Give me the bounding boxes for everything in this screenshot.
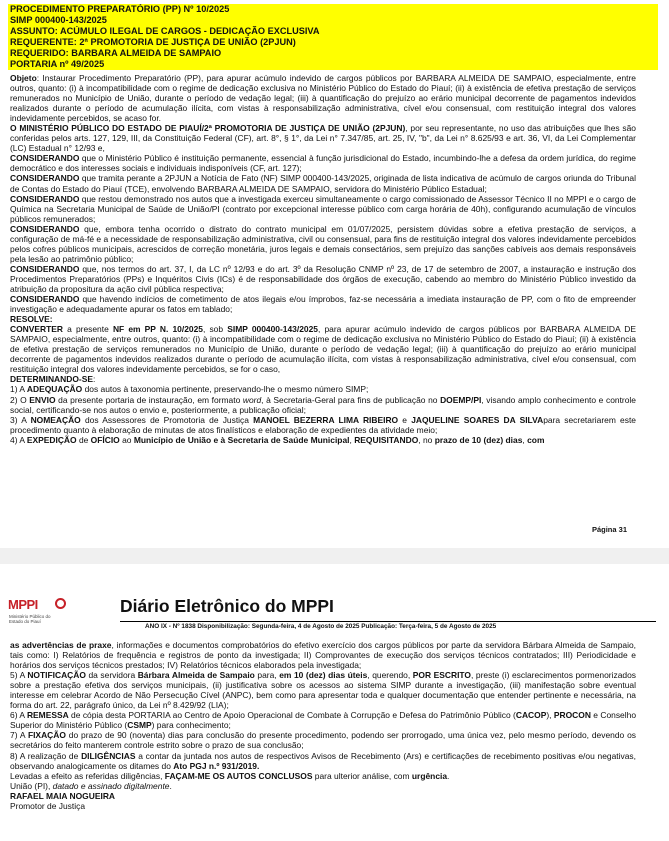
item-4: 4) A EXPEDIÇÃO de OFÍCIO ao Município de União e à Secretaria de Saúde Municipal, REQUISITANDO, no prazo de 10 (dez) dias, com [10,434,545,445]
converter-paragraph: CONVERTER a presente NF em PP N. 10/2025, sob SIMP 000400-143/2025, para apurar acúmulo indevido de cargos públicos por BARBARA ALMEIDA DE SAMPAIO, especialmente, entre outros, quanto: (i) à incompatibilidade com o regime de dedicação exclusiva no Ministério Público do Estado do Piauí; (ii) à existência de efetiva prestação de serviços remunerados no Município de União, durante o período de vedação legal; (iii) à quantificação do prejuízo ao erário municipal decorrente de pagamentos indevidos realizados durante o período de acumulação ilícita, com vistas à responsabilização administrativa, cível e/ou consensual, com restituição integral dos valores indevidamente percebidos, se for o caso, [10,324,637,375]
considerando-paragraph: CONSIDERANDO que, nos termos do art. 37, I, da LC nº 12/93 e do art. 3º da Resolução CNMP nº 23, de 17 de setembro de 2007, a instauração e instrução dos Procedimentos Preparatórios (PPs) e Inquéritos Civis (ICs) é de responsabilidade dos órgãos de execução, cabendo ao membro do Ministério Público investido da atribuição da propositura da ação civil pública respectiva; [10,263,636,294]
ordinance-line: PORTARIA nº 49/2025 [8,59,658,70]
continuation-paragraph: as advertências de praxe, informações e documentos comprobatórios do efetivo exercício dos cargos públicos por parte da servidora Bárbara Almeida de Sampaio, tais como: I) Relatórios de frequência e registros de ponto da investigada; II) Comprovantes de execução dos serviços técnicos contratados; III) Periodicidade e horários dos serviços técnicos prestados; IV) Relatórios técnicos elaborados pela investigada; [10,640,636,671]
logo-emblem-icon [55,598,66,609]
page-separator [0,548,669,564]
page-32-body [10,640,636,811]
signer-name: RAFAEL MAIA NOGUEIRA [10,790,116,801]
mppi-logo [8,597,70,627]
mp-paragraph: O MINISTÉRIO PÚBLICO DO ESTADO DE PIAUÍ/2ª PROMOTORIA DE JUSTIÇA DE UNIÃO (2PJUN), por seu representante, no uso das atribuições que lhes são conferidas pelos arts. 127, 129, III, da Constituição Federal (CF), art. 8°, § 1°, da Lei n° 7.347/85, art. 25, IV, "b", da Lei n° 8.625/93 e art. 36, VI, da Lei Complementar (LC) Estadual n° 12/93 e, [10,123,636,154]
diary-title: Diário Eletrônico do MPPI [120,596,334,616]
page-32 [0,564,669,841]
considerando-paragraph: CONSIDERANDO que, embora tenha ocorrido o distrato do contrato municipal em 01/07/2025, persistem dúvidas sobre a efetiva prestação de serviços, a configuração de má-fé e a necessidade de responsabilização administrativa, civil ou consensual, para fins de restituição integral dos valores indevidamente percebidos pelos cofres públicos municipais, acrescidos de correção monetária, juros legais e demais consectários, sem prejuízo das sanções cabíveis aos demais responsáveis pela lesão ao patrimônio público; [10,223,636,264]
resolve-heading: RESOLVE: [10,314,53,325]
item-5: 5) A NOTIFICAÇÃO da servidora Bárbara Almeida de Sampaio para, em 10 (dez) dias úteis, querendo, POR ESCRITO, preste (i) esclarecimentos pormenorizados sobre a prestação efetiva dos serviços municipais, (ii) justificativa sobre os acessos ao sistema SIMP durante a investigação, (iii) manifestação sobre eventual interesse em celebrar Acordo de Não Persecução Cível (ANPC), bem como para apresentar toda e qualquer documentação que entender pertinente e necessária, na forma do art. 22, parágrafo único, da Lei nº 8.429/92 (LIA); [10,670,636,711]
header-divider [120,621,656,622]
subject-line: ASSUNTO: ACÚMULO ILEGAL DE CARGOS - DEDICAÇÃO EXCLUSIVA [8,26,658,37]
item-8: 8) A realização de DILIGÊNCIAS a contar da juntada nos autos de respectivos Avisos de Recebimento (Ars) e certificações de recebimento positivas e/ou negativas, observando analogicamente os ditames do Ato PGJ n.º 931/2019. [10,750,636,771]
closing-paragraph: Levadas a efeito as referidas diligências, FAÇAM-ME OS AUTOS CONCLUSOS para ulterior análise, com urgência. [10,770,450,781]
edition-info: ANO IX - Nº 1838 Disponibilização: Segunda-feira, 4 de Agosto de 2025 Publicação: Terça-feira, 5 de Agosto de 2025 [145,623,497,630]
signer-role: Promotor de Justiça [10,800,86,811]
highlighted-header [8,4,658,70]
determinando-heading: DETERMINANDO-SE: [10,374,96,385]
considerando-paragraph: CONSIDERANDO que restou demonstrado nos autos que a investigada exerceu simultaneamente o cargo comissionado de Assessor Técnico II no MPPI e o cargo de Química na Secretaria Municipal de Saúde de União/PI (contrato por excepcional interesse público com carga horária de 40h), configurando acumulação de vínculos públicos remunerados; [10,193,636,224]
page-31-body [10,73,636,445]
page-number: Página 31 [591,525,627,534]
item-3: 3) A NOMEAÇÃO dos Assessores de Promotoria de Justiça MANOEL BEZERRA LIMA RIBEIRO e JAQUELINE SOARES DA SILVApara secretariarem este procedimento quanto à elaboração de minutas de atos finalísticos e elaboração de expedientes da atividade meio; [10,414,636,435]
item-7: 7) A FIXAÇÃO do prazo de 90 (noventa) dias para conclusão do presente procedimento, podendo ser prorrogado, uma única vez, pelo mesmo período, devendo os secretários do feito manterem controle estrito sobre o prazo de sua conclusão; [10,730,636,751]
considerando-paragraph: CONSIDERANDO que havendo indícios de cometimento de atos ilegais e/ou ímprobos, faz-se necessária a imediata instauração de PP, com o fito de empreender investigação e adequadamente apurar os fatos em tablado; [10,294,636,315]
respondent-line: REQUERIDO: BARBARA ALMEIDA DE SAMPAIO [8,48,658,59]
considerando-paragraph: CONSIDERANDO que o Ministério Público é instituição permanente, essencial à função jurisdicional do Estado, incumbindo-lhe a defesa da ordem jurídica, do regime democrático e dos interesses sociais e individuais indisponíveis (CF, art. 127); [10,153,636,174]
simp-number: SIMP 000400-143/2025 [8,15,658,26]
item-2: 2) O ENVIO da presente portaria de instauração, em formato word, à Secretaria-Geral para fins de publicação no DOEMP/PI, visando amplo conhecimento e controle social, certificando-se nos autos o envio e, posteriormente, a publicação oficial; [10,394,636,415]
item-1: 1) A ADEQUAÇÃO dos autos à taxonomia pertinente, preservando-lhe o mesmo número SIMP; [10,384,369,395]
logo-text: MPPI [8,597,38,612]
considerando-paragraph: CONSIDERANDO que tramita perante a 2PJUN a Notícia de Fato (NF) SIMP 000400-143/2025, originada de lista indicativa de acúmulo de cargos oriunda do Tribunal de Contas do Estado do Piauí (TCE), envolvendo BARBARA ALMEIDA DE SAMPAIO, servidora do Ministério Público Estadual; [10,173,636,194]
item-6: 6) A REMESSA de cópia desta PORTARIA ao Centro de Apoio Operacional de Combate à Corrupção e Defesa do Patrimônio Público (CACOP), PROCON e Conselho Superior do Ministério Público (CSMP) para conhecimento; [10,710,637,731]
procedure-title: PROCEDIMENTO PREPARATÓRIO (PP) Nº 10/2025 [8,4,658,15]
objeto-paragraph: Objeto: Instaurar Procedimento Preparatório (PP), para apurar acúmulo indevido de cargos públicos por BARBARA ALMEIDA DE SAMPAIO, especialmente, entre outros, quanto: (i) à incompatibilidade com o regime de dedicação exclusiva no Ministério Público do Estado do Piauí; (ii) à existência de efetiva prestação de serviços remunerados no Município de União, durante o período de vedação legal; (iii) à quantificação do prejuízo ao erário municipal decorrente de pagamentos indevidos realizados durante o período de acumulação ilícita, com vistas à responsabilização administrativa, cível e/ou consensual, com restituição integral dos valores indevidamente percebidos, se acaso for. [10,73,636,124]
requester-line: REQUERENTE: 2ª PROMOTORIA DE JUSTIÇA DE UNIÃO (2PJUN) [8,37,658,48]
logo-subtitle: Ministério Público do Estado do Piauí [9,614,51,624]
date-line: União (PI), datado e assinado digitalmente. [10,780,172,791]
